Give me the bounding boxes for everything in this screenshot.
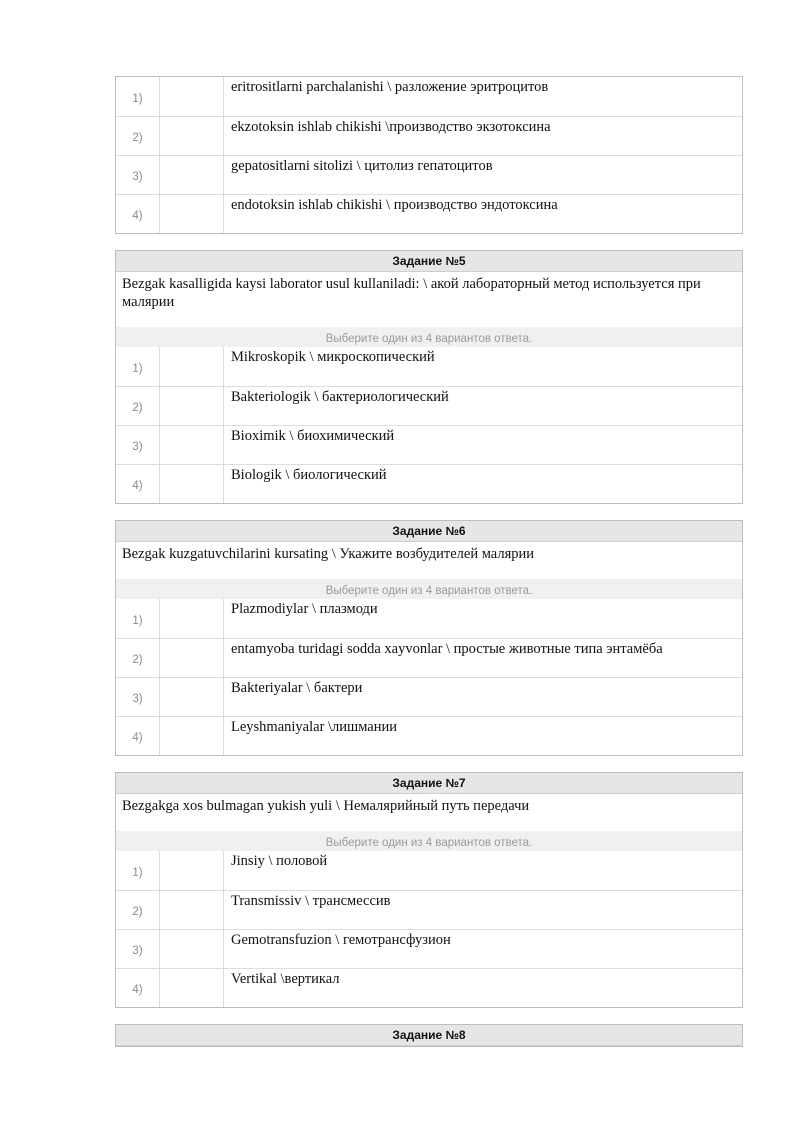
- option-row[interactable]: [116, 116, 742, 155]
- option-text: eritrositlarni parchalanishi \ разложение эритроцитов: [231, 79, 549, 95]
- answer-mark-cell[interactable]: [159, 639, 224, 677]
- option-text: Bakteriyalar \ бактери: [231, 680, 363, 696]
- option-number: 4): [132, 480, 143, 492]
- answer-mark-cell[interactable]: [159, 851, 224, 890]
- task-header: Задание №5: [116, 251, 742, 272]
- option-text: ekzotoksin ishlab chikishi \производство экзотоксина: [231, 119, 551, 135]
- answer-instruction: Выберите один из 4 вариантов ответа.: [116, 831, 742, 851]
- option-number: 3): [132, 945, 143, 957]
- answer-instruction: Выберите один из 4 вариантов ответа.: [116, 579, 742, 599]
- option-row[interactable]: [116, 929, 742, 968]
- option-text: Bioximik \ биохимический: [231, 428, 395, 444]
- question-text: Bezgak kasalligida kaysi laborator usul kullaniladi: \ акой лабораторный метод используется при малярии: [116, 272, 742, 327]
- option-row[interactable]: [116, 155, 742, 194]
- task-6-block: [115, 520, 743, 756]
- option-text: Vertikal \вертикал: [231, 971, 340, 987]
- task-header: Задание №6: [116, 521, 742, 542]
- option-row[interactable]: [116, 77, 742, 116]
- task-4-options-block: [115, 76, 743, 234]
- answer-mark-cell[interactable]: [159, 465, 224, 503]
- option-row[interactable]: [116, 638, 742, 677]
- option-row[interactable]: [116, 851, 742, 890]
- answer-mark-cell[interactable]: [159, 426, 224, 464]
- option-number: 1): [132, 92, 143, 105]
- answer-mark-cell[interactable]: [159, 347, 224, 386]
- option-number: 1): [132, 614, 143, 627]
- option-text: Transmissiv \ трансмессив: [231, 893, 391, 909]
- option-row[interactable]: [116, 599, 742, 638]
- option-number: 2): [132, 654, 143, 666]
- option-row[interactable]: [116, 968, 742, 1007]
- option-row[interactable]: [116, 347, 742, 386]
- option-row[interactable]: [116, 464, 742, 503]
- option-text: endotoksin ishlab chikishi \ производство эндотоксина: [231, 197, 558, 213]
- option-number: 3): [132, 693, 143, 705]
- task-header: Задание №8: [116, 1025, 742, 1046]
- answer-instruction: Выберите один из 4 вариантов ответа.: [116, 327, 742, 347]
- answer-mark-cell[interactable]: [159, 117, 224, 155]
- option-number: 4): [132, 984, 143, 996]
- option-text: Biologik \ биологический: [231, 467, 387, 483]
- option-row[interactable]: [116, 716, 742, 755]
- option-row[interactable]: [116, 677, 742, 716]
- option-row[interactable]: [116, 890, 742, 929]
- option-text: entamyoba turidagi sodda xayvonlar \ простые животные типа энтамёба: [231, 641, 663, 657]
- answer-mark-cell[interactable]: [159, 930, 224, 968]
- option-number: 1): [132, 866, 143, 879]
- option-text: Leyshmaniyalar \лишмании: [231, 719, 398, 735]
- option-number: 3): [132, 171, 143, 183]
- question-text: Bezgak kuzgatuvchilarini kursating \ Укажите возбудителей малярии: [116, 542, 742, 579]
- option-number: 4): [132, 732, 143, 744]
- answer-mark-cell[interactable]: [159, 156, 224, 194]
- option-row[interactable]: [116, 386, 742, 425]
- option-text: Jinsiy \ половой: [231, 853, 328, 869]
- answer-mark-cell[interactable]: [159, 678, 224, 716]
- option-number: 3): [132, 441, 143, 453]
- answer-mark-cell[interactable]: [159, 195, 224, 233]
- option-number: 4): [132, 210, 143, 222]
- answer-mark-cell[interactable]: [159, 891, 224, 929]
- answer-mark-cell[interactable]: [159, 717, 224, 755]
- question-text: Bezgakga xos bulmagan yukish yuli \ Немалярийный путь передачи: [116, 794, 742, 831]
- option-number: 2): [132, 906, 143, 918]
- option-row[interactable]: [116, 194, 742, 233]
- option-text: Gemotransfuzion \ гемотрансфузион: [231, 932, 451, 948]
- task-7-block: [115, 772, 743, 1008]
- option-text: Plazmodiylar \ плазмоди: [231, 601, 378, 617]
- task-5-block: [115, 250, 743, 504]
- option-text: gepatositlarni sitolizi \ цитолиз гепатоцитов: [231, 158, 493, 174]
- answer-mark-cell[interactable]: [159, 387, 224, 425]
- option-number: 2): [132, 132, 143, 144]
- task-8-block: [115, 1024, 743, 1047]
- answer-mark-cell[interactable]: [159, 599, 224, 638]
- option-row[interactable]: [116, 425, 742, 464]
- answer-mark-cell[interactable]: [159, 77, 224, 116]
- task-header: Задание №7: [116, 773, 742, 794]
- option-number: 1): [132, 362, 143, 375]
- option-text: Bakteriologik \ бактериологический: [231, 389, 449, 405]
- answer-mark-cell[interactable]: [159, 969, 224, 1007]
- option-number: 2): [132, 402, 143, 414]
- option-text: Mikroskopik \ микроскопический: [231, 349, 435, 365]
